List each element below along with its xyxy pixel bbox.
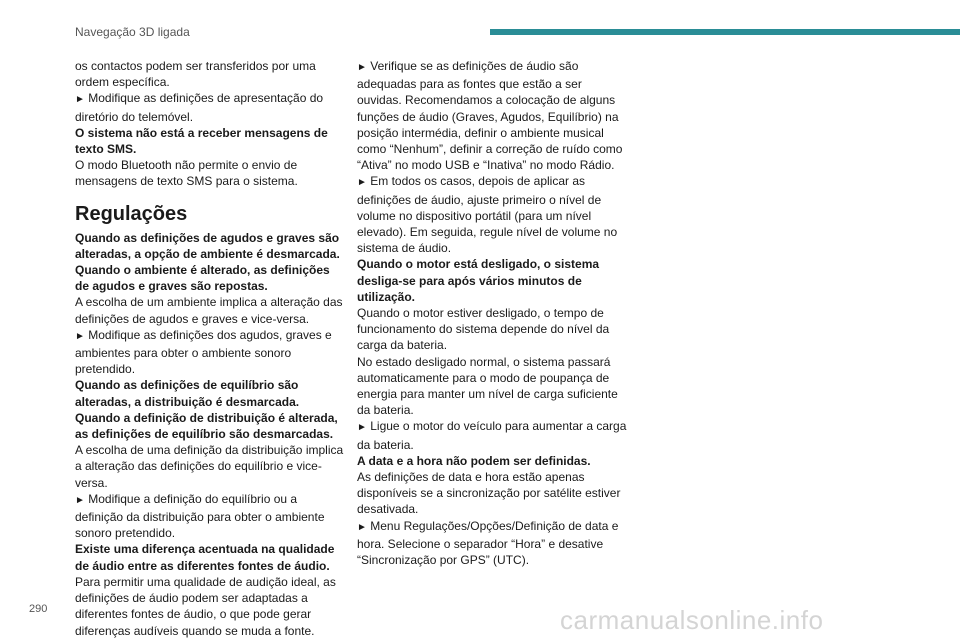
instruction-text: Menu Regulações/Opções/Definição de data e hora. Selecione o separador “Hora” e desative “Sincronização por GPS” (UTC). (357, 518, 619, 568)
bullet-arrow-icon: ► (357, 62, 367, 73)
body-paragraph: O modo Bluetooth não permite o envio de mensagens de texto SMS para o sistema. (75, 158, 298, 189)
problem-statement: Quando o ambiente é alterado, as definições de agudos e graves são repostas. (75, 263, 330, 294)
problem-statement: Quando as definições de agudos e graves são alteradas, a opção de ambiente é desmarcada. (75, 230, 340, 261)
bullet-arrow-icon: ► (357, 422, 367, 434)
instruction-text: Modifique as definições de apresentação do diretório do telemóvel. (75, 91, 324, 124)
instruction-text: Em todos os casos, depois de aplicar as definições de áudio, ajuste primeiro o nível de volume no dispositivo portátil (para um nível elevado). Em seguida, regule nível de volume no sistema de áudio. (357, 174, 618, 256)
problem-statement: A data e a hora não podem ser definidas. (357, 453, 591, 468)
left-column (75, 58, 347, 639)
problem-statement: O sistema não está a receber mensagens de texto SMS. (75, 125, 328, 157)
instruction-item (357, 518, 629, 569)
problem-statement: Existe uma diferença acentuada na qualidade de áudio entre as diferentes fontes de áudio. (75, 542, 335, 573)
instruction-item (75, 327, 347, 378)
body-paragraph: A escolha de uma definição da distribuição implica a alteração das definições do equilíbrio e vice-versa. (75, 443, 344, 490)
instruction-item (357, 58, 629, 173)
instruction-text: Modifique as definições dos agudos, graves e ambientes para obter o ambiente sonoro pretendido. (75, 327, 332, 377)
instruction-text: Modifique a definição do equilíbrio ou a definição da distribuição para obter o ambiente sonoro pretendido. (75, 491, 325, 541)
body-paragraph: As definições de data e hora estão apenas disponíveis se a sincronização por satélite estiver desativada. (357, 470, 621, 517)
right-column (357, 58, 629, 568)
running-header: Navegação 3D ligada (75, 25, 190, 39)
bullet-arrow-icon: ► (75, 494, 85, 506)
problem-statement: Quando as definições de equilíbrio são alteradas, a distribuição é desmarcada. (75, 378, 300, 409)
bullet-arrow-icon: ► (75, 330, 85, 342)
body-paragraph: A escolha de um ambiente implica a alteração das definições de agudos e graves e vice-versa. (75, 295, 343, 326)
instruction-text: Verifique se as definições de áudio são adequadas para as fontes que estão a ser ouvidas. Recomendamos a colocação de alguns funções de áudio (Graves, Agudos, Equilíbrio) na posição intermédia, definir o ambiente musical como “Nenhum”, definir a correção de ruído como “Ativa” no modo USB e “Inativa” no modo Rádio. (357, 59, 623, 173)
bullet-arrow-icon: ► (75, 94, 85, 106)
instruction-item (75, 90, 347, 124)
header-accent-bar (490, 29, 960, 35)
body-paragraph: Quando o motor estiver desligado, o tempo de funcionamento do sistema depende do nível da carga da bateria. (357, 306, 610, 353)
problem-statement: Quando o motor está desligado, o sistema desliga-se para após vários minutos de utilização. (357, 257, 600, 304)
bullet-arrow-icon: ► (357, 521, 367, 533)
section-heading: Regulações (75, 202, 188, 225)
body-paragraph: No estado desligado normal, o sistema passará automaticamente para o modo de poupança de energia para manter um nível de carga suficiente da bateria. (357, 354, 618, 418)
instruction-item (357, 173, 629, 256)
page-number: 290 (29, 603, 48, 615)
instruction-item (75, 491, 347, 542)
instruction-item (357, 418, 629, 452)
body-paragraph: os contactos podem ser transferidos por uma ordem específica. (75, 59, 316, 90)
watermark: carmanualsonline.info (560, 605, 824, 635)
bullet-arrow-icon: ► (357, 177, 367, 189)
problem-statement: Quando a definição de distribuição é alterada, as definições de equilíbrio são desmarcadas. (75, 410, 338, 442)
instruction-text: Ligue o motor do veículo para aumentar a carga da bateria. (357, 419, 627, 452)
body-paragraph: Para permitir uma qualidade de audição ideal, as definições de áudio podem ser adaptadas a diferentes fontes de áudio, o que pode gerar diferenças audíveis quando se muda a fonte. (75, 574, 336, 638)
